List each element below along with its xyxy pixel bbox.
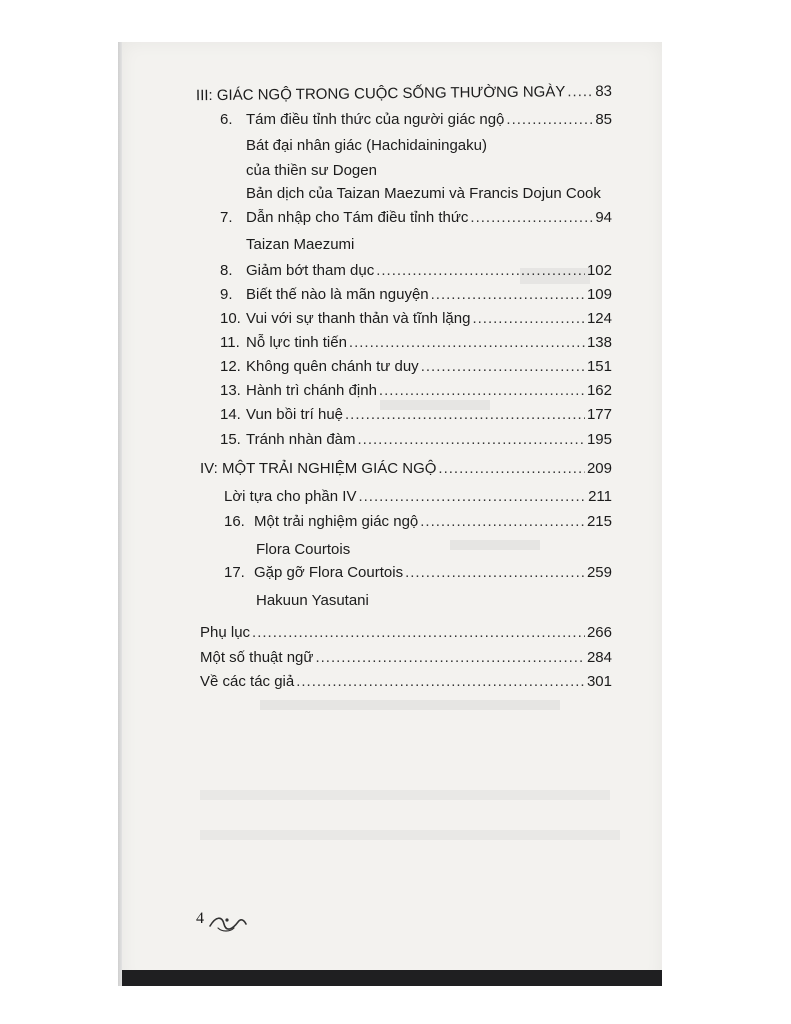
entry-number: 12. bbox=[220, 358, 241, 375]
dot-leader bbox=[349, 333, 585, 353]
entry-page: 301 bbox=[586, 673, 612, 690]
entry-7-author: Taizan Maezumi bbox=[246, 236, 355, 253]
entry-title: Về các tác giả bbox=[200, 673, 295, 690]
entry-number: 14. bbox=[220, 406, 241, 423]
entry-title: Không quên chánh tư duy bbox=[246, 358, 419, 375]
part-3-page: 83 bbox=[595, 82, 613, 100]
toc-appendix[interactable] bbox=[200, 623, 612, 643]
dot-leader bbox=[345, 405, 585, 425]
toc-entry-6[interactable] bbox=[220, 110, 612, 130]
entry-page: 284 bbox=[586, 649, 612, 666]
page-bottom-edge bbox=[122, 970, 662, 986]
toc-glossary[interactable] bbox=[200, 648, 612, 668]
entry-6-subtitle-2: của thiền sư Dogen bbox=[246, 162, 377, 179]
entry-title: Một trải nghiệm giác ngộ bbox=[254, 513, 419, 530]
entry-page: 102 bbox=[586, 262, 612, 279]
toc-part-4[interactable] bbox=[200, 459, 612, 479]
entry-page: 151 bbox=[586, 358, 612, 375]
brush-flourish-icon bbox=[208, 912, 248, 934]
toc-entry-15[interactable] bbox=[220, 430, 612, 450]
dot-leader bbox=[405, 563, 585, 583]
entry-title: Dẫn nhập cho Tám điều tỉnh thức bbox=[246, 209, 469, 226]
entry-title: Phụ lục bbox=[200, 624, 251, 641]
toc-entry-7[interactable] bbox=[220, 208, 612, 228]
dot-leader bbox=[470, 208, 593, 228]
entry-title: Nỗ lực tinh tiến bbox=[246, 334, 347, 351]
toc-entry-12[interactable] bbox=[220, 357, 612, 377]
toc-entry-14[interactable] bbox=[220, 405, 612, 425]
entry-page: 195 bbox=[586, 431, 612, 448]
entry-title: Gặp gỡ Flora Courtois bbox=[254, 564, 404, 581]
toc-authors[interactable] bbox=[200, 672, 612, 692]
entry-page: 124 bbox=[586, 310, 612, 327]
toc-entry-10[interactable] bbox=[220, 309, 612, 329]
dot-leader bbox=[379, 381, 585, 401]
dot-leader bbox=[431, 285, 585, 305]
entry-title: Lời tựa cho phần IV bbox=[224, 488, 357, 505]
entry-number: 11. bbox=[220, 334, 240, 351]
entry-page: 162 bbox=[586, 382, 612, 399]
dot-leader bbox=[315, 648, 585, 668]
entry-title: Vun bồi trí huệ bbox=[246, 406, 344, 423]
entry-17-author: Hakuun Yasutani bbox=[256, 592, 369, 609]
dot-leader bbox=[420, 512, 585, 532]
toc-entry-8[interactable] bbox=[220, 261, 612, 281]
entry-number: 17. bbox=[224, 564, 245, 581]
entry-number: 9. bbox=[220, 286, 233, 303]
entry-6-subtitle-1: Bát đại nhân giác (Hachidainingaku) bbox=[246, 137, 487, 154]
toc-entry-16[interactable] bbox=[224, 512, 612, 532]
entry-page: 211 bbox=[588, 488, 612, 505]
entry-title: Giảm bớt tham dục bbox=[246, 262, 375, 279]
dot-leader bbox=[358, 487, 586, 507]
page-number: 4 bbox=[196, 910, 204, 927]
entry-title: Một số thuật ngữ bbox=[200, 649, 314, 666]
entry-page: 85 bbox=[595, 111, 612, 128]
part-3-title: III: GIÁC NGỘ TRONG CUỘC SỐNG THƯỜNG NGÀY bbox=[195, 83, 566, 105]
dot-leader bbox=[472, 309, 585, 329]
dot-leader bbox=[252, 623, 585, 643]
entry-page: 259 bbox=[586, 564, 612, 581]
toc-entry-13[interactable] bbox=[220, 381, 612, 401]
entry-page: 109 bbox=[586, 286, 612, 303]
entry-number: 10. bbox=[220, 310, 241, 327]
entry-page: 138 bbox=[586, 334, 612, 351]
dot-leader bbox=[506, 110, 593, 130]
part-4-page: 209 bbox=[586, 460, 612, 477]
entry-title: Hành trì chánh định bbox=[246, 382, 377, 399]
entry-title: Tám điều tỉnh thức của người giác ngộ bbox=[246, 111, 505, 128]
entry-number: 8. bbox=[220, 262, 233, 279]
entry-page: 94 bbox=[595, 209, 612, 226]
toc-entry-17[interactable] bbox=[224, 563, 612, 583]
entry-6-translators: Bản dịch của Taizan Maezumi và Francis Dojun Cook bbox=[246, 185, 601, 202]
entry-16-author: Flora Courtois bbox=[256, 541, 351, 558]
entry-title: Vui với sự thanh thản và tĩnh lặng bbox=[246, 310, 471, 327]
entry-title: Tránh nhàn đàm bbox=[246, 431, 356, 448]
entry-page: 177 bbox=[586, 406, 612, 423]
entry-title: Biết thế nào là mãn nguyện bbox=[246, 286, 429, 303]
dot-leader bbox=[358, 430, 585, 450]
dot-leader bbox=[296, 672, 585, 692]
entry-number: 13. bbox=[220, 382, 241, 399]
entry-number: 15. bbox=[220, 431, 241, 448]
entry-number: 6. bbox=[220, 111, 233, 128]
entry-page: 266 bbox=[586, 624, 612, 641]
dot-leader bbox=[567, 82, 593, 102]
dot-leader bbox=[376, 261, 585, 281]
entry-page: 215 bbox=[586, 513, 612, 530]
toc-preface-4[interactable] bbox=[224, 487, 612, 507]
dot-leader bbox=[421, 357, 585, 377]
entry-number: 16. bbox=[224, 513, 245, 530]
part-4-title: IV: MỘT TRẢI NGHIỆM GIÁC NGỘ bbox=[200, 460, 437, 477]
dot-leader bbox=[438, 459, 585, 479]
toc-entry-9[interactable] bbox=[220, 285, 612, 305]
toc-entry-11[interactable] bbox=[220, 333, 612, 353]
entry-number: 7. bbox=[220, 209, 233, 226]
